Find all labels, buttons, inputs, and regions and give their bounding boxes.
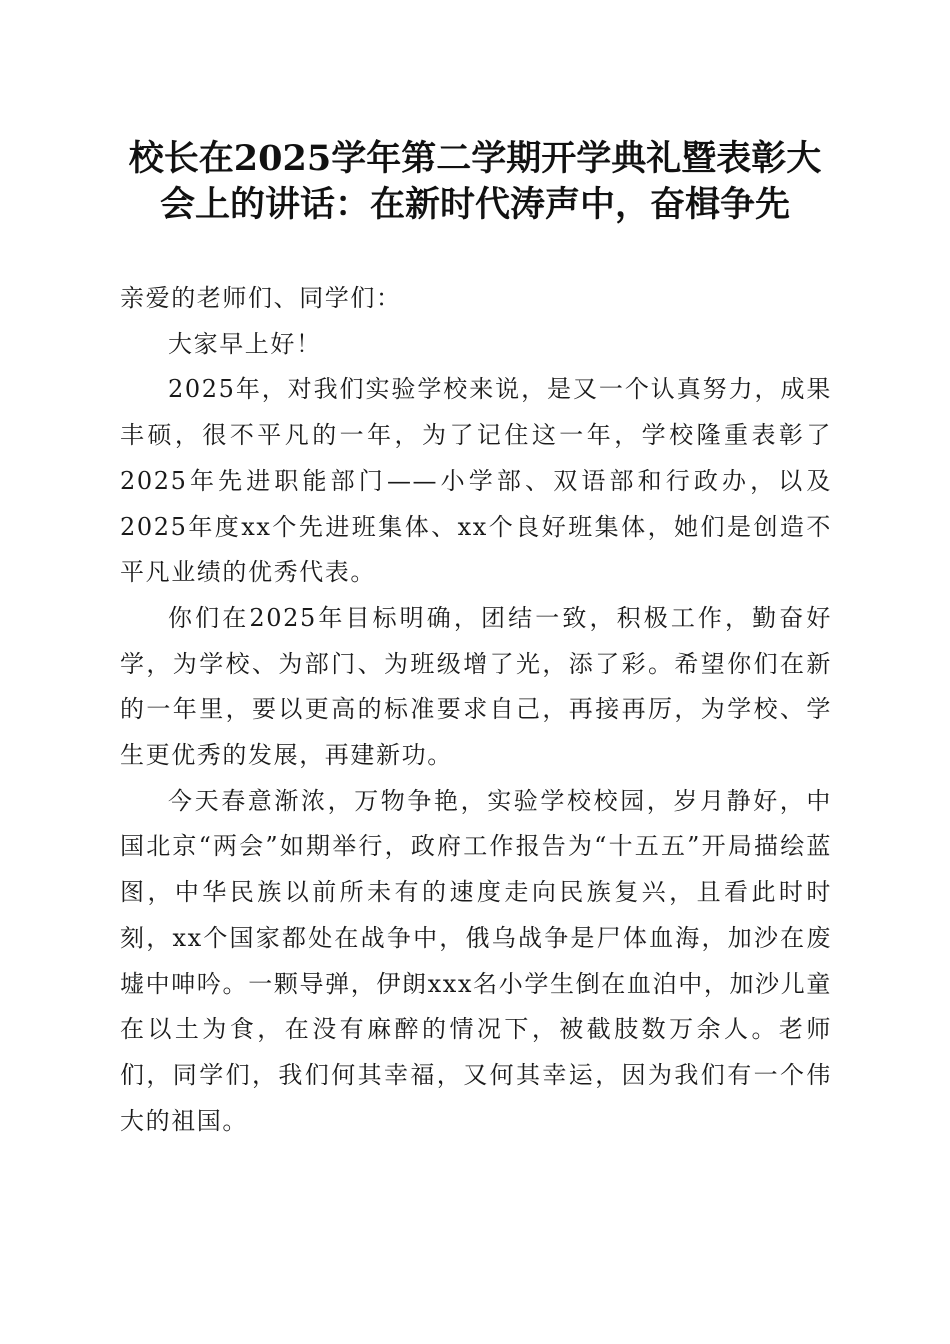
document-title [100,136,850,228]
salutation: 亲爱的老师们、同学们： [120,284,402,312]
paragraph-3: 今天春意渐浓，万物争艳，实验学校校园，岁月静好，中国北京“两会”如期举行，政府工作报告为“十五五”开局描绘蓝图，中华民族以前所未有的速度走向民族复兴，且看此时时刻，xx个国家都处在战争中，俄乌战争是尸体血海，加沙在废墟中呻吟。一颗导弹，伊朗xxx名小学生倒在血泊中，加沙儿童在以土为食，在没有麻醉的情况下，被截肢数万余人。老师们，同学们，我们何其幸福，又何其幸运，因为我们有一个伟大的祖国。 [120,786,832,1135]
document-body [120,276,832,1144]
title-line-2: 会上的讲话：在新时代涛声中，奋楫争先 [159,184,790,225]
paragraph-2: 你们在2025年目标明确，团结一致，积极工作，勤奋好学，为学校、为部门、为班级增了光，添了彩。希望你们在新的一年里，要以更高的标准要求自己，再接再厉，为学校、学生更优秀的发展，再建新功。 [120,603,832,770]
paragraph-1: 2025年，对我们实验学校来说，是又一个认真努力，成果丰硕，很不平凡的一年，为了记住这一年，学校隆重表彰了2025年先进职能部门——小学部、双语部和行政办，以及2025年度xx个先进班集体、xx个良好班集体，她们是创造不平凡业绩的优秀代表。 [120,375,832,587]
greeting: 大家早上好！ [168,329,322,358]
title-line-1: 校长在2025学年第二学期开学典礼暨表彰大 [128,138,822,179]
